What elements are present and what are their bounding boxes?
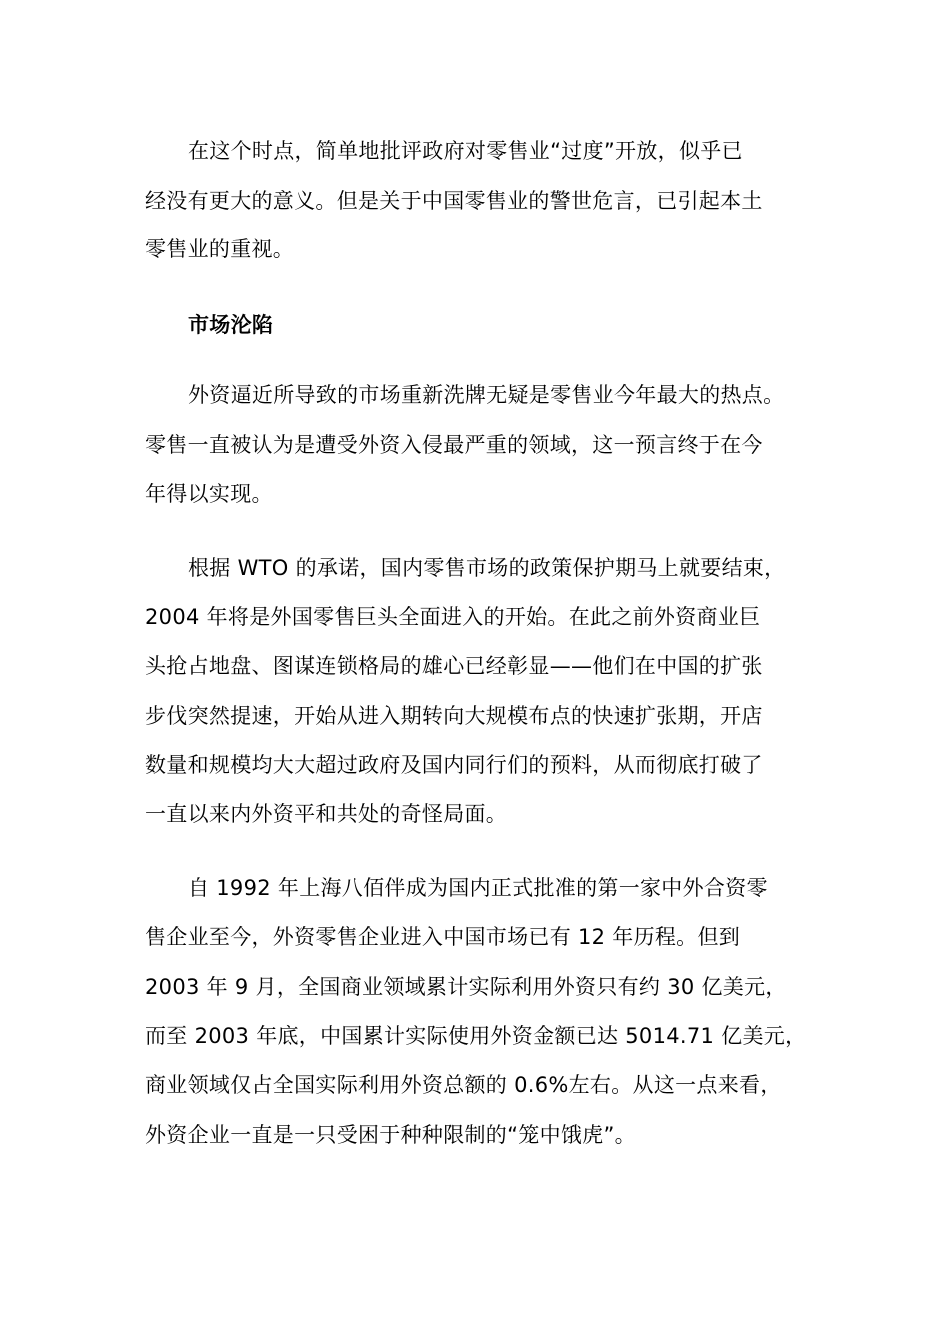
para-4-line-2: 售企业至今，外资零售企业进入中国市场已有 12 年历程。但到 bbox=[145, 925, 741, 949]
intro-line-3: 零售业的重视。 bbox=[145, 237, 295, 261]
para-4-line-3: 2003 年 9 月，全国商业领域累计实际利用外资只有约 30 亿美元， bbox=[145, 975, 787, 999]
para-3-line-4: 步伐突然提速，开始从进入期转向大规模布点的快速扩张期，开店 bbox=[145, 704, 763, 728]
para-3-line-5: 数量和规模均大大超过政府及国内同行们的预料，从而彻底打破了 bbox=[145, 753, 763, 777]
para-4-line-4: 而至 2003 年底，中国累计实际使用外资金额已达 5014.71 亿美元， bbox=[145, 1024, 807, 1048]
para-4-line-1: 自 1992 年上海八佰伴成为国内正式批准的第一家中外合资零 bbox=[188, 876, 768, 900]
para-4-line-6: 外资企业一直是一只受困于种种限制的“笼中饿虎”。 bbox=[145, 1123, 636, 1147]
para-3-line-2: 2004 年将是外国零售巨头全面进入的开始。在此之前外资商业巨 bbox=[145, 605, 761, 629]
para-2-line-3: 年得以实现。 bbox=[145, 482, 273, 506]
para-4-line-5: 商业领域仅占全国实际利用外资总额的 0.6%左右。从这一点来看， bbox=[145, 1073, 782, 1097]
para-3-line-1: 根据 WTO 的承诺，国内零售市场的政策保护期马上就要结束， bbox=[188, 556, 786, 580]
section-heading: 市场沦陷 bbox=[188, 313, 274, 337]
intro-line-1: 在这个时点，简单地批评政府对零售业“过度”开放，似乎已 bbox=[188, 139, 743, 163]
para-3-line-6: 一直以来内外资平和共处的奇怪局面。 bbox=[145, 802, 508, 826]
para-2-line-2: 零售一直被认为是遭受外资入侵最严重的领域，这一预言终于在今 bbox=[145, 433, 763, 457]
para-3-line-3: 头抢占地盘、图谋连锁格局的雄心已经彰显——他们在中国的扩张 bbox=[145, 654, 763, 678]
intro-line-2: 经没有更大的意义。但是关于中国零售业的警世危言，已引起本土 bbox=[145, 189, 763, 213]
para-2-line-1: 外资逼近所导致的市场重新洗牌无疑是零售业今年最大的热点。 bbox=[188, 383, 785, 407]
